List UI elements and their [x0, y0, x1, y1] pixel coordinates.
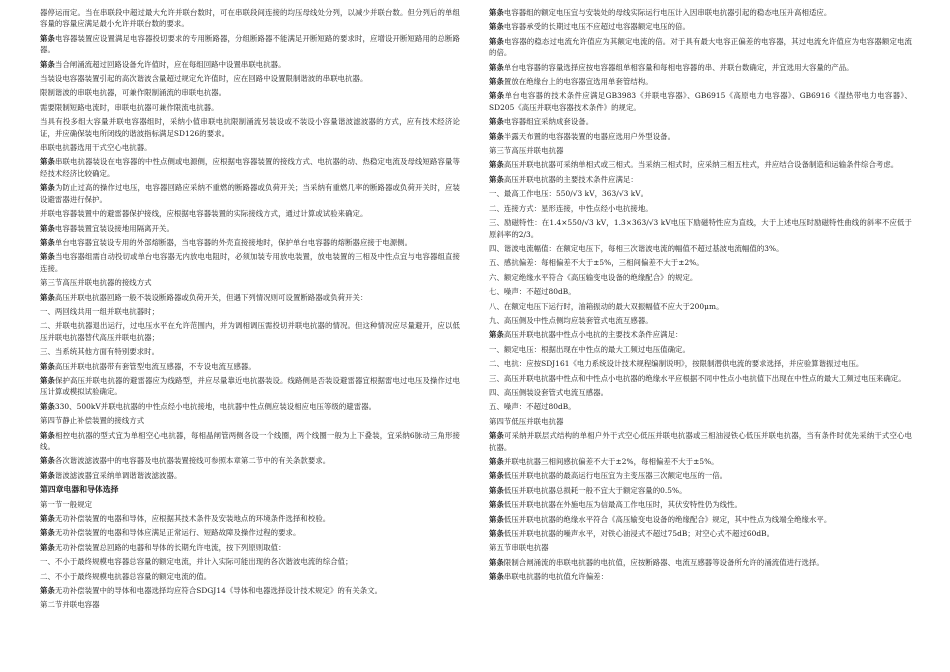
clause-marker: 第条	[489, 117, 504, 127]
paragraph	[489, 21, 912, 32]
clause-marker: 第条	[40, 514, 55, 524]
right-column	[489, 7, 912, 586]
paragraph-text: 四、谐波电流幅值：在额定电压下，每相三次谐波电流的幅值不超过基波电流幅值的3%。	[489, 243, 784, 253]
clause-marker: 第条	[40, 430, 56, 440]
paragraph-text: 器停运而定。当在串联段中超过最大允许并联台数时，可在串联段间连接的均压母线处分列，以减少并联台数。但分列后的单组容量的容量应满足最小允许并联台数的要求。	[40, 8, 460, 29]
paragraph-text: 电容器装置应设置满足电容器投切要求的专用断路器，分组断路器不能满足开断短路的要求时，应增设开断短路用的总断路器。	[40, 33, 460, 55]
paragraph	[489, 373, 912, 384]
paragraph-text: 低压并联电抗器的最高运行电压宜为主变压器三次额定电压的一倍。	[503, 471, 728, 481]
paragraph	[489, 116, 912, 127]
paragraph	[489, 470, 912, 481]
clause-marker: 第条	[489, 91, 505, 101]
paragraph	[40, 116, 460, 139]
paragraph	[40, 306, 460, 317]
paragraph-text: 串联电抗器的电抗值允许偏差：	[503, 572, 609, 582]
paragraph	[40, 556, 460, 567]
paragraph-text: 谐波滤波器宜采纳单调谐谐波滤波器。	[54, 470, 182, 480]
paragraph	[489, 344, 912, 355]
paragraph	[489, 36, 912, 59]
clause-marker: 第条	[40, 183, 56, 193]
paragraph	[40, 33, 460, 56]
clause-marker: 第条	[40, 59, 55, 69]
paragraph	[40, 102, 460, 113]
paragraph	[489, 557, 912, 568]
paragraph-text: 并联电容器装置中的避雷器保护接线，应根据电容器装置的实际接线方式，通过计算或试验来确定。	[40, 209, 368, 219]
paragraph	[40, 375, 460, 398]
paragraph	[489, 174, 912, 185]
paragraph	[489, 217, 912, 240]
paragraph	[489, 286, 912, 297]
paragraph-text: 相控电抗器的型式宜为单相空心电抗器，每相晶闸管两侧各设一个线圈，两个线圈一般为上下叠装，宜采纳6脉动三角形接线。	[40, 430, 460, 451]
paragraph	[489, 188, 912, 199]
paragraph-text: 无功补偿装置的电器和导体，应根据其技术条件及安装地点的环境条件选择和校验。	[54, 514, 331, 524]
paragraph	[40, 430, 460, 453]
paragraph	[489, 499, 912, 510]
paragraph	[40, 292, 460, 303]
paragraph	[40, 346, 460, 357]
paragraph-text: 当具有投多组大容量并联电容器组时，采纳小值串联电抗限制涌流另装设或不装设小容量谐波滤波器的方式，应有技术经济论证，并应确保装电所闭线的谐波指标满足SD126的要求。	[40, 117, 460, 138]
paragraph	[40, 223, 460, 234]
paragraph	[489, 387, 912, 398]
clause-marker: 第条	[40, 361, 55, 371]
paragraph-text: 第五节串联电抗器	[489, 543, 549, 553]
paragraph	[489, 528, 912, 539]
paragraph	[40, 237, 460, 248]
clause-marker: 第条	[489, 160, 504, 170]
paragraph-text: 并联电抗器三相间感抗偏差不大于±2%，每相偏差不大于±5%。	[503, 457, 719, 466]
paragraph-text: 高压并联电抗器回路一般不装设断路器或负荷开关，但遇下列情况则可设置断路器或负荷开关：	[54, 292, 368, 302]
paragraph	[489, 62, 912, 73]
paragraph-text: 五、感抗偏差：每相偏差不大于±5%，三相间偏差不大于±2%。	[489, 258, 704, 268]
paragraph-text: 低压并联电抗器在外施电压为信最高工作电压时，其伏安特性仍为线性。	[503, 500, 742, 510]
paragraph-text: 六、额定绝缘水平符合《高压输变电设备的绝缘配合》的规定。	[489, 272, 698, 282]
paragraph-text: 低压并联电抗器的绝缘水平符合《高压输变电设备的绝缘配合》规定，其中性点为线端全绝缘水平。	[503, 514, 832, 524]
paragraph	[40, 513, 460, 524]
clause-marker: 第条	[40, 542, 55, 552]
paragraph-text: 三、高压并联电抗器中性点和中性点小电抗器的绝缘水平应根据不同中性点小电抗值下出现在中性点的最大工频过电压来确定。	[489, 373, 906, 383]
paragraph-text: 一、最高工作电压：550/√3 kV，363/√3 kV。	[489, 189, 649, 199]
paragraph-text: 无功补偿装置的电器和导体应满足正常运行、短路故障及操作过程的要求。	[54, 528, 301, 538]
clause-marker: 第条	[489, 77, 504, 87]
paragraph-text: 一、额定电压：根据出现在中性点的最大工频过电压值确定。	[489, 344, 690, 354]
paragraph-text: 无功补偿装置中的导体和电器选择均应符合SDGJ14《导体和电器选择设计技术规定》的有关条文。	[54, 586, 383, 596]
paragraph-text: 可采纳并联层式结构的单相户外干式空心低压并联电抗器或三相油浸铁心低压并联电抗器，当有条件时优先采纳干式空心电抗器。	[489, 431, 912, 452]
paragraph-text: 高压并联电抗器的主要技术条件应满足：	[503, 174, 638, 184]
paragraph-text: 第三节高压并联电抗器的接线方式	[40, 278, 152, 288]
paragraph	[489, 243, 912, 254]
clause-marker: 第条	[40, 223, 55, 233]
clause-marker: 第条	[40, 401, 55, 411]
paragraph	[489, 416, 912, 427]
paragraph-text: 电容器的稳态过电流允许值应为其额定电流的倍。对于具有最大电容正偏差的电容器，其过电流允许值应为电容器额定电流的倍。	[489, 36, 912, 58]
clause-marker: 第条	[40, 586, 55, 596]
paragraph	[40, 320, 460, 343]
clause-marker: 第条	[489, 36, 505, 46]
paragraph-text: 二、电抗：应按SDJ161《电力系统设计技术规程编制说明》，按限制潜供电流的要求选择，并应验算谐振过电压。	[489, 359, 864, 369]
paragraph-text: 当合闸涌流超过回路设备允许值时，应在每组回路中设置串联电抗器。	[54, 59, 286, 69]
paragraph	[40, 156, 460, 179]
paragraph	[489, 571, 912, 582]
paragraph	[40, 470, 460, 481]
clause-marker: 第条	[40, 157, 56, 167]
paragraph-text: 电容器组的额定电压宜与安装处的母线实际运行电压计入因串联电抗器引起的稳态电压升高相适应。	[503, 8, 832, 17]
paragraph-text: 七、噪声：不超过80dB。	[489, 287, 576, 297]
paragraph-text: 电容器组宜采纳成套设备。	[503, 117, 594, 127]
paragraph	[40, 73, 460, 84]
clause-marker: 第条	[489, 457, 504, 466]
paragraph-text: 电容器装置宜装设接地用隔离开关。	[54, 223, 174, 233]
clause-marker: 第条	[40, 252, 56, 262]
paragraph-text: 第一节一般规定	[40, 499, 93, 509]
paragraph-text: 电容器承受的长期过电压不应超过电容器额定电压的倍。	[503, 22, 690, 32]
paragraph	[40, 585, 460, 596]
paragraph-text: 串联电抗器选用干式空心电抗器。	[40, 143, 152, 153]
paragraph	[489, 485, 912, 496]
paragraph-text: 单台电容器的容量选择应按电容器组单相容量和每相电容器的串、并联台数确定，并宜选用大容量的产品。	[503, 62, 854, 72]
clause-marker: 第条	[40, 292, 55, 302]
paragraph	[40, 182, 460, 205]
paragraph	[40, 499, 460, 510]
clause-marker: 第条	[489, 529, 504, 539]
paragraph	[489, 542, 912, 553]
paragraph	[40, 455, 460, 466]
paragraph-text: 第四章电器和导体选择	[40, 485, 119, 495]
paragraph	[489, 90, 912, 113]
paragraph	[489, 430, 912, 453]
clause-marker: 第条	[40, 375, 56, 385]
left-column	[40, 7, 460, 614]
clause-marker: 第条	[489, 8, 504, 17]
paragraph-text: 330、500kV并联电抗器的中性点经小电抗接地，电抗器中性点侧应装设相应电压等级的避雷器。	[54, 401, 377, 411]
paragraph	[489, 203, 912, 214]
clause-marker: 第条	[489, 557, 504, 567]
paragraph-text: 三、励磁特性：在1.4×550/√3 kV，1.3×363/√3 kV电压下励磁特性应为直线，大于上述电压时励磁特性曲线的斜率不应低于原斜率的2/3。	[489, 218, 912, 239]
paragraph	[489, 257, 912, 268]
paragraph-text: 串联电抗器装设在电容器的中性点侧或电源侧，应根据电容器装置的接线方式、电抗器的动、热稳定电流及母线短路容量等经技术经济比较确定。	[40, 157, 460, 178]
paragraph-text: 高压并联电抗器中性点小电抗的主要技术条件应满足：	[503, 330, 683, 340]
paragraph-text: 二、并联电抗器退出运行，过电压水平在允许范围内，并为调相调压需投切并联电抗器的情况。但这种情况应尽量避开，应以低压并联电抗器替代高压并联电抗器；	[40, 321, 460, 342]
clause-marker: 第条	[489, 22, 504, 32]
paragraph	[489, 76, 912, 87]
paragraph-text: 第四节低压并联电抗器	[489, 416, 564, 426]
paragraph-text: 二、不小于最终规模电抗器总容量的额定电流的值。	[40, 571, 212, 581]
clause-marker: 第条	[489, 500, 504, 510]
paragraph-text: 三、当系统其他方面有特别要求时。	[40, 347, 160, 357]
clause-marker: 第条	[489, 485, 504, 495]
clause-marker: 第条	[40, 528, 55, 538]
paragraph-text: 单台电容器的技术条件应满足GB3983《并联电容器》、GB6915《高原电力电容器》、GB6916《湿热带电力电容器》、SD205《高压并联电容器技术条件》的规定。	[489, 91, 912, 112]
paragraph-text: 各次谐波滤波器中的电容器及电抗器装置接线可参照本章第二节中的有关条款要求。	[54, 456, 331, 466]
paragraph	[40, 415, 460, 426]
paragraph-text: 当电容器组需自动投切或单台电容器无内放电电阻时，必须加装专用放电装置，放电装置的三相及中性点宜与电容器组直接连接。	[40, 252, 460, 273]
paragraph-text: 第三节高压并联电抗器	[489, 146, 564, 156]
paragraph-text: 保护高压并联电抗器的避雷器应为线路型，并应尽量靠近电抗器装设。线路侧是否装设避雷器宜根据雷电过电压及操作过电压计算或模拟试验确定。	[40, 375, 460, 397]
paragraph	[40, 361, 460, 372]
paragraph	[40, 142, 460, 153]
clause-marker: 第条	[40, 237, 55, 247]
clause-marker: 第条	[489, 471, 504, 481]
clause-marker: 第条	[489, 174, 504, 184]
paragraph-text: 需要限制短路电流时，串联电抗器可兼作限流电抗器。	[40, 102, 219, 112]
paragraph	[40, 484, 460, 495]
paragraph-text: 半露天布置的电容器装置的电器应选用户外型设备。	[503, 131, 676, 141]
paragraph-text: 为防止过高的操作过电压，电容器回路应采纳不重燃的断路器或负荷开关；当采纳有重燃几率的断路器或负荷开关时，应装设避雷器进行保护。	[40, 183, 460, 204]
paragraph	[40, 571, 460, 582]
paragraph	[40, 59, 460, 70]
paragraph-text: 限制谐波的串联电抗器，可兼作限制涌流的串联电抗器。	[40, 88, 227, 98]
paragraph	[489, 456, 912, 467]
paragraph	[40, 527, 460, 538]
clause-marker: 第条	[40, 456, 55, 466]
paragraph-text: 置放在绝缘台上的电容器宜选用单套管结构。	[503, 77, 653, 87]
paragraph-text: 单台电容器宜装设专用的外部熔断器，当电容器的外壳直接接地时，保护单台电容器的熔断器应接于电源侧。	[54, 237, 413, 247]
clause-marker: 第条	[489, 62, 504, 72]
paragraph	[489, 514, 912, 525]
paragraph-text: 五、噪声：不超过80dB。	[489, 402, 576, 412]
paragraph	[489, 401, 912, 412]
clause-marker: 第条	[489, 330, 504, 340]
clause-marker: 第条	[489, 431, 505, 441]
paragraph-text: 无功补偿装置总回路的电器和导体的长期允许电流，按下列原则取值：	[54, 542, 286, 552]
paragraph	[40, 401, 460, 412]
paragraph	[40, 542, 460, 553]
paragraph-text: 低压并联电抗器总损耗一般不宜大于额定容量的0.5%。	[503, 485, 687, 495]
paragraph	[40, 277, 460, 288]
paragraph-text: 第二节并联电容器	[40, 600, 100, 610]
paragraph	[40, 599, 460, 610]
paragraph-text: 低压并联电抗器的噪声水平，对铁心油浸式不超过75dB；对空心式不超过60dB。	[503, 529, 775, 539]
paragraph-text: 一、不小于最终规模电容器总容量的额定电流，并计入实际可能出现的各次谐波电流的综合值；	[40, 557, 353, 567]
paragraph-text: 一、两回线共用一组并联电抗器时；	[40, 306, 160, 316]
clause-marker: 第条	[40, 470, 55, 480]
paragraph	[489, 358, 912, 369]
paragraph	[489, 272, 912, 283]
clause-marker: 第条	[40, 33, 56, 43]
paragraph-text: 高压并联电抗器可采纳单相式或三相式。当采纳三相式时，应采纳三相五柱式，并应结合设备制造和运输条件综合考虑。	[503, 160, 899, 170]
paragraph	[489, 131, 912, 142]
paragraph-text: 高压并联电抗器带有套管型电流互感器，不专设电流互感器。	[54, 361, 256, 371]
paragraph	[489, 301, 912, 312]
paragraph	[489, 159, 912, 170]
paragraph	[40, 7, 460, 30]
paragraph	[489, 7, 912, 18]
clause-marker: 第条	[489, 131, 504, 141]
paragraph	[489, 315, 912, 326]
paragraph-text: 当装设电容器装置引起的高次谐波含量超过规定允许值时，应在回路中设置限制谐波的串联电抗器。	[40, 74, 368, 84]
paragraph-text: 限制合闸涌流的串联电抗器的电抗值，应按断路器、电流互感器等设备所允许的涌流值进行选择。	[503, 557, 824, 567]
clause-marker: 第条	[489, 514, 504, 524]
paragraph-text: 第四节静止补偿装置的接线方式	[40, 416, 145, 426]
paragraph-text: 八、在额定电压下运行时，油箱振动的最大双振幅值不应大于200μm。	[489, 301, 724, 311]
paragraph-text: 四、高压侧装设套管式电流互感器。	[489, 387, 609, 397]
paragraph-text: 二、连接方式：星形连接，中性点经小电抗接地。	[489, 203, 653, 213]
paragraph	[40, 251, 460, 274]
paragraph	[40, 87, 460, 98]
paragraph	[489, 145, 912, 156]
paragraph-text: 九、高压侧及中性点侧均应装套管式电流互感器。	[489, 315, 653, 325]
paragraph	[40, 208, 460, 219]
paragraph	[489, 329, 912, 340]
clause-marker: 第条	[489, 572, 504, 582]
